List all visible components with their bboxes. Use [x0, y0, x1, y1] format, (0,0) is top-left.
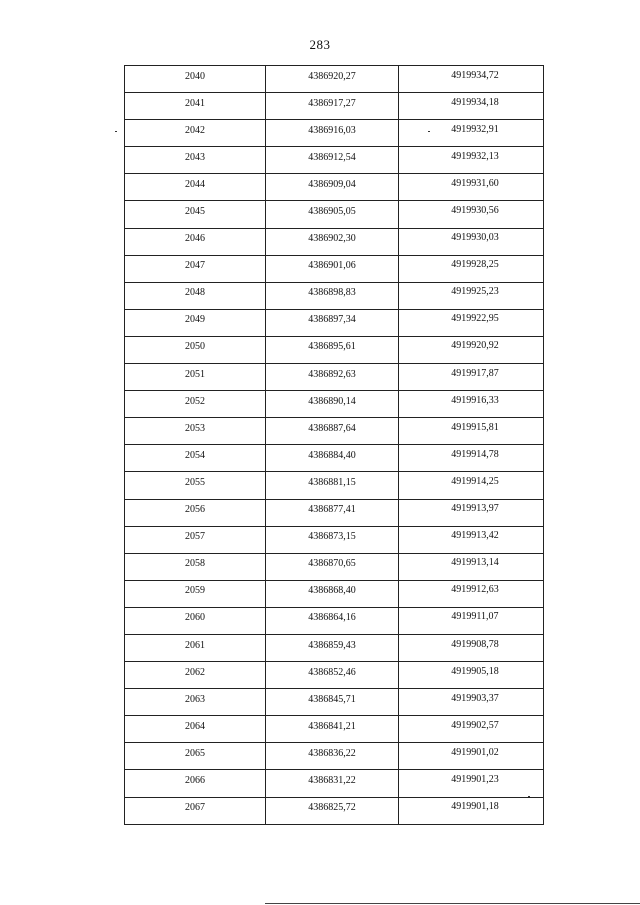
- table-row: [125, 580, 544, 607]
- table-row: [125, 634, 544, 661]
- x-coordinate-cell: [266, 201, 399, 228]
- point-number-cell-text: 2051: [185, 368, 205, 380]
- point-number-cell: [125, 228, 266, 255]
- y-coordinate-cell-text: 4919913,42: [451, 530, 499, 542]
- x-coordinate-cell: [266, 716, 399, 743]
- x-coordinate-cell-text: 4386912,54: [308, 151, 356, 163]
- y-coordinate-cell: [399, 580, 544, 607]
- table-row: [125, 418, 544, 445]
- scan-speck: [528, 796, 530, 797]
- x-coordinate-cell: [266, 743, 399, 770]
- x-coordinate-cell: [266, 770, 399, 797]
- point-number-cell-text: 2049: [185, 314, 205, 326]
- x-coordinate-cell: [266, 634, 399, 661]
- point-number-cell-text: 2052: [185, 395, 205, 407]
- y-coordinate-cell-text: 4919932,91: [451, 123, 499, 135]
- x-coordinate-cell: [266, 364, 399, 391]
- table-row: [125, 309, 544, 336]
- y-coordinate-cell-text: 4919930,56: [451, 205, 499, 217]
- y-coordinate-cell: [399, 364, 544, 391]
- table-row: [125, 364, 544, 391]
- y-coordinate-cell: [399, 174, 544, 201]
- y-coordinate-cell-text: 4919901,02: [451, 746, 499, 758]
- scan-speck: [428, 131, 430, 132]
- point-number-cell-text: 2058: [185, 558, 205, 570]
- coordinates-table: [124, 65, 544, 825]
- x-coordinate-cell: [266, 418, 399, 445]
- point-number-cell-text: 2061: [185, 639, 205, 651]
- table-row: [125, 255, 544, 282]
- x-coordinate-cell-text: 4386917,27: [308, 97, 356, 109]
- point-number-cell: [125, 526, 266, 553]
- y-coordinate-cell-text: 4919905,18: [451, 665, 499, 677]
- x-coordinate-cell: [266, 255, 399, 282]
- x-coordinate-cell: [266, 309, 399, 336]
- point-number-cell: [125, 553, 266, 580]
- point-number-cell: [125, 391, 266, 418]
- y-coordinate-cell-text: 4919934,72: [451, 69, 499, 81]
- point-number-cell: [125, 743, 266, 770]
- y-coordinate-cell: [399, 634, 544, 661]
- point-number-cell: [125, 174, 266, 201]
- table-row: [125, 174, 544, 201]
- x-coordinate-cell: [266, 66, 399, 93]
- point-number-cell-text: 2057: [185, 531, 205, 543]
- point-number-cell-text: 2059: [185, 585, 205, 597]
- x-coordinate-cell-text: 4386841,21: [308, 720, 356, 732]
- x-coordinate-cell-text: 4386920,27: [308, 70, 356, 82]
- table-row: [125, 770, 544, 797]
- x-coordinate-cell: [266, 336, 399, 363]
- y-coordinate-cell-text: 4919903,37: [451, 692, 499, 704]
- point-number-cell: [125, 607, 266, 634]
- point-number-cell-text: 2044: [185, 178, 205, 190]
- x-coordinate-cell-text: 4386884,40: [308, 449, 356, 461]
- x-coordinate-cell-text: 4386831,22: [308, 774, 356, 786]
- table-row: [125, 553, 544, 580]
- y-coordinate-cell-text: 4919914,78: [451, 448, 499, 460]
- point-number-cell-text: 2043: [185, 151, 205, 163]
- y-coordinate-cell: [399, 716, 544, 743]
- y-coordinate-cell-text: 4919917,87: [451, 367, 499, 379]
- x-coordinate-cell: [266, 526, 399, 553]
- table-row: [125, 120, 544, 147]
- y-coordinate-cell: [399, 255, 544, 282]
- y-coordinate-cell: [399, 607, 544, 634]
- table-row: [125, 201, 544, 228]
- point-number-cell-text: 2055: [185, 476, 205, 488]
- y-coordinate-cell: [399, 282, 544, 309]
- y-coordinate-cell: [399, 472, 544, 499]
- table-row: [125, 607, 544, 634]
- x-coordinate-cell: [266, 797, 399, 824]
- y-coordinate-cell-text: 4919901,18: [451, 801, 499, 813]
- y-coordinate-cell-text: 4919915,81: [451, 421, 499, 433]
- table-row: [125, 282, 544, 309]
- table-row: [125, 499, 544, 526]
- y-coordinate-cell-text: 4919934,18: [451, 96, 499, 108]
- x-coordinate-cell-text: 4386887,64: [308, 422, 356, 434]
- point-number-cell: [125, 689, 266, 716]
- point-number-cell: [125, 282, 266, 309]
- table-row: [125, 93, 544, 120]
- x-coordinate-cell-text: 4386905,05: [308, 206, 356, 218]
- x-coordinate-cell: [266, 174, 399, 201]
- y-coordinate-cell: [399, 553, 544, 580]
- x-coordinate-cell: [266, 147, 399, 174]
- x-coordinate-cell-text: 4386901,06: [308, 260, 356, 272]
- point-number-cell-text: 2062: [185, 666, 205, 678]
- point-number-cell: [125, 364, 266, 391]
- point-number-cell: [125, 309, 266, 336]
- point-number-cell: [125, 634, 266, 661]
- y-coordinate-cell: [399, 93, 544, 120]
- point-number-cell-text: 2050: [185, 341, 205, 353]
- x-coordinate-cell-text: 4386916,03: [308, 124, 356, 136]
- point-number-cell-text: 2053: [185, 422, 205, 434]
- point-number-cell: [125, 66, 266, 93]
- point-number-cell-text: 2040: [185, 70, 205, 82]
- y-coordinate-cell: [399, 526, 544, 553]
- y-coordinate-cell: [399, 120, 544, 147]
- y-coordinate-cell: [399, 228, 544, 255]
- point-number-cell: [125, 770, 266, 797]
- table-row: [125, 716, 544, 743]
- point-number-cell: [125, 93, 266, 120]
- y-coordinate-cell: [399, 201, 544, 228]
- x-coordinate-cell-text: 4386902,30: [308, 233, 356, 245]
- x-coordinate-cell: [266, 228, 399, 255]
- table-row: [125, 689, 544, 716]
- y-coordinate-cell-text: 4919902,57: [451, 719, 499, 731]
- scan-speck: [115, 131, 117, 132]
- y-coordinate-cell-text: 4919931,60: [451, 177, 499, 189]
- point-number-cell: [125, 716, 266, 743]
- point-number-cell-text: 2064: [185, 720, 205, 732]
- x-coordinate-cell-text: 4386873,15: [308, 531, 356, 543]
- point-number-cell-text: 2067: [185, 802, 205, 814]
- table-row: [125, 797, 544, 824]
- x-coordinate-cell-text: 4386859,43: [308, 639, 356, 651]
- point-number-cell-text: 2042: [185, 124, 205, 136]
- y-coordinate-cell-text: 4919920,92: [451, 340, 499, 352]
- y-coordinate-cell: [399, 689, 544, 716]
- x-coordinate-cell-text: 4386909,04: [308, 178, 356, 190]
- point-number-cell-text: 2060: [185, 612, 205, 624]
- y-coordinate-cell: [399, 770, 544, 797]
- point-number-cell: [125, 147, 266, 174]
- x-coordinate-cell-text: 4386897,34: [308, 314, 356, 326]
- table-row: [125, 147, 544, 174]
- point-number-cell: [125, 336, 266, 363]
- x-coordinate-cell-text: 4386898,83: [308, 287, 356, 299]
- coordinates-table-body: [125, 66, 544, 825]
- y-coordinate-cell-text: 4919901,23: [451, 773, 499, 785]
- x-coordinate-cell-text: 4386868,40: [308, 585, 356, 597]
- x-coordinate-cell: [266, 391, 399, 418]
- table-row: [125, 472, 544, 499]
- x-coordinate-cell: [266, 93, 399, 120]
- x-coordinate-cell: [266, 662, 399, 689]
- y-coordinate-cell: [399, 66, 544, 93]
- table-row: [125, 391, 544, 418]
- x-coordinate-cell: [266, 580, 399, 607]
- table-row: [125, 228, 544, 255]
- x-coordinate-cell-text: 4386825,72: [308, 802, 356, 814]
- y-coordinate-cell-text: 4919916,33: [451, 394, 499, 406]
- y-coordinate-cell: [399, 797, 544, 824]
- x-coordinate-cell-text: 4386870,65: [308, 558, 356, 570]
- point-number-cell-text: 2046: [185, 233, 205, 245]
- point-number-cell-text: 2041: [185, 97, 205, 109]
- x-coordinate-cell-text: 4386845,71: [308, 693, 356, 705]
- point-number-cell: [125, 255, 266, 282]
- point-number-cell: [125, 418, 266, 445]
- y-coordinate-cell-text: 4919922,95: [451, 313, 499, 325]
- y-coordinate-cell: [399, 499, 544, 526]
- point-number-cell-text: 2063: [185, 693, 205, 705]
- table-row: [125, 526, 544, 553]
- point-number-cell: [125, 472, 266, 499]
- y-coordinate-cell-text: 4919914,25: [451, 475, 499, 487]
- x-coordinate-cell-text: 4386852,46: [308, 666, 356, 678]
- x-coordinate-cell-text: 4386864,16: [308, 612, 356, 624]
- y-coordinate-cell-text: 4919930,03: [451, 232, 499, 244]
- x-coordinate-cell: [266, 282, 399, 309]
- table-row: [125, 66, 544, 93]
- point-number-cell-text: 2065: [185, 747, 205, 759]
- point-number-cell: [125, 499, 266, 526]
- point-number-cell-text: 2056: [185, 504, 205, 516]
- y-coordinate-cell-text: 4919908,78: [451, 638, 499, 650]
- x-coordinate-cell-text: 4386890,14: [308, 395, 356, 407]
- table-row: [125, 445, 544, 472]
- y-coordinate-cell: [399, 147, 544, 174]
- y-coordinate-cell-text: 4919911,07: [451, 611, 499, 623]
- point-number-cell: [125, 797, 266, 824]
- y-coordinate-cell-text: 4919925,23: [451, 286, 499, 298]
- point-number-cell-text: 2066: [185, 774, 205, 786]
- point-number-cell-text: 2054: [185, 449, 205, 461]
- y-coordinate-cell-text: 4919932,13: [451, 150, 499, 162]
- y-coordinate-cell: [399, 309, 544, 336]
- x-coordinate-cell-text: 4386836,22: [308, 747, 356, 759]
- x-coordinate-cell: [266, 689, 399, 716]
- table-row: [125, 662, 544, 689]
- x-coordinate-cell-text: 4386892,63: [308, 368, 356, 380]
- x-coordinate-cell: [266, 553, 399, 580]
- x-coordinate-cell: [266, 607, 399, 634]
- x-coordinate-cell: [266, 445, 399, 472]
- point-number-cell-text: 2048: [185, 287, 205, 299]
- y-coordinate-cell-text: 4919913,14: [451, 557, 499, 569]
- y-coordinate-cell: [399, 743, 544, 770]
- y-coordinate-cell: [399, 418, 544, 445]
- y-coordinate-cell-text: 4919912,63: [451, 584, 499, 596]
- point-number-cell: [125, 201, 266, 228]
- x-coordinate-cell-text: 4386895,61: [308, 341, 356, 353]
- x-coordinate-cell-text: 4386881,15: [308, 476, 356, 488]
- point-number-cell: [125, 120, 266, 147]
- point-number-cell: [125, 662, 266, 689]
- point-number-cell: [125, 580, 266, 607]
- y-coordinate-cell: [399, 662, 544, 689]
- table-row: [125, 743, 544, 770]
- x-coordinate-cell: [266, 472, 399, 499]
- point-number-cell-text: 2045: [185, 206, 205, 218]
- point-number-cell: [125, 445, 266, 472]
- x-coordinate-cell: [266, 120, 399, 147]
- point-number-cell-text: 2047: [185, 260, 205, 272]
- y-coordinate-cell-text: 4919913,97: [451, 503, 499, 515]
- y-coordinate-cell: [399, 391, 544, 418]
- page-number: 283: [309, 37, 331, 52]
- x-coordinate-cell: [266, 499, 399, 526]
- y-coordinate-cell: [399, 336, 544, 363]
- table-row: [125, 336, 544, 363]
- y-coordinate-cell: [399, 445, 544, 472]
- x-coordinate-cell-text: 4386877,41: [308, 504, 356, 516]
- scan-edge-line: [265, 903, 640, 904]
- y-coordinate-cell-text: 4919928,25: [451, 259, 499, 271]
